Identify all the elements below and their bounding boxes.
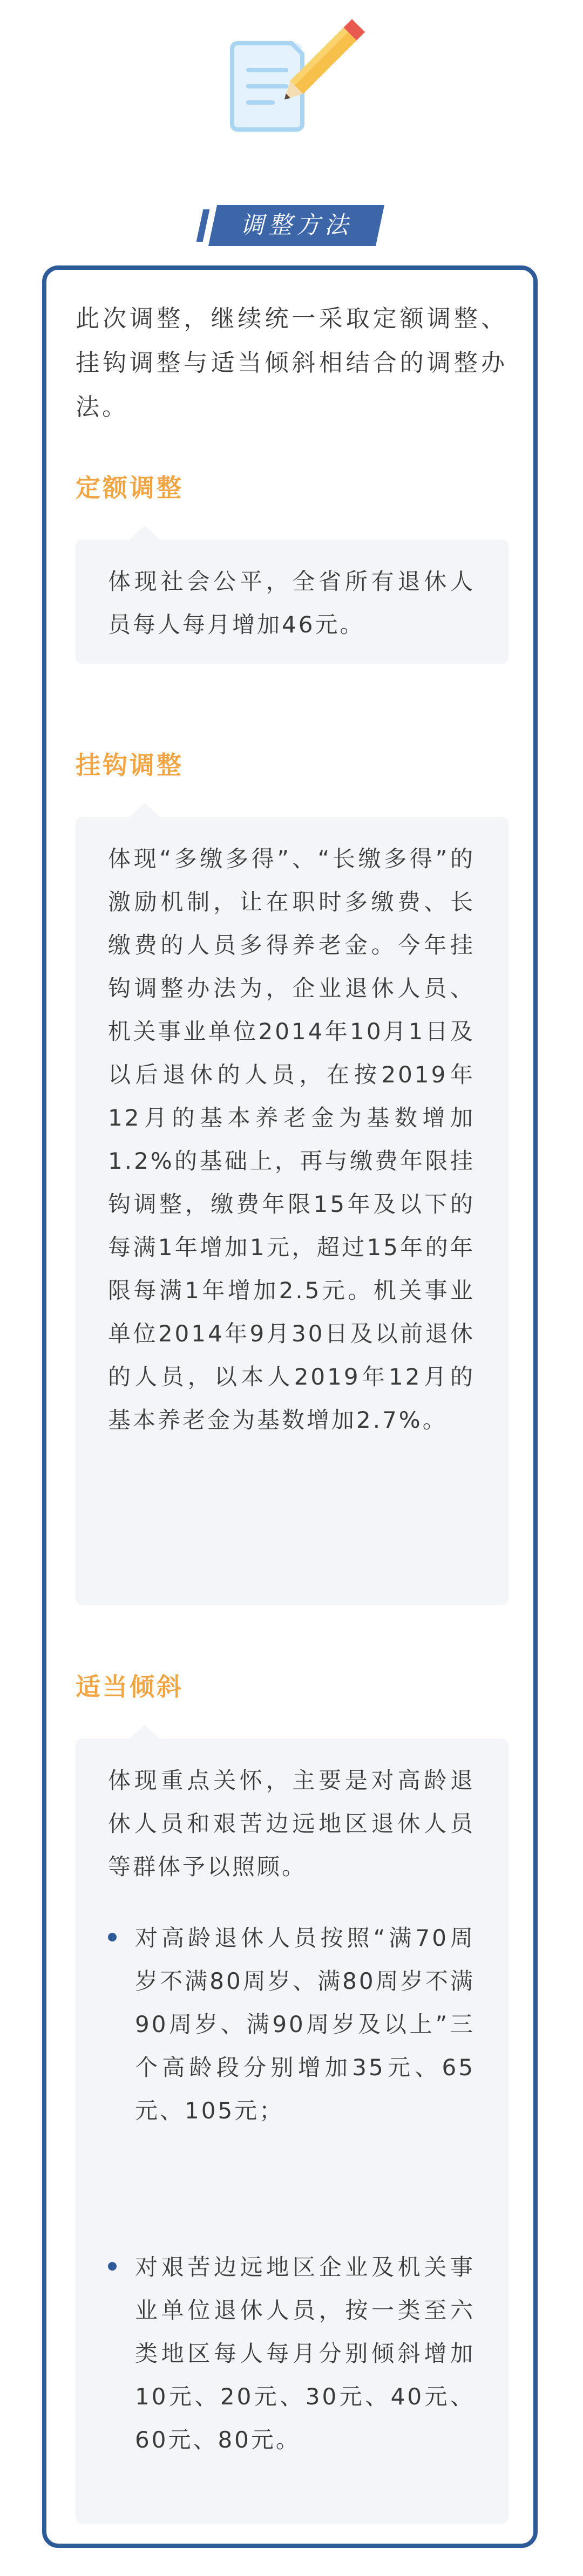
section-title-tag: [200, 205, 383, 246]
section-paragraph: 体现社会公平，全省所有退休人员每人每月增加46元。: [108, 568, 475, 638]
section-heading-tilted-adjustment: 适当倾斜: [76, 1672, 184, 1701]
title-accent-bar: [196, 209, 210, 242]
section-panel-tilted-adjustment: [76, 1739, 509, 2524]
document-with-pencil-icon: [211, 11, 372, 140]
list-item-text: 对高龄退休人员按照“满70周岁不满80周岁、满80周岁不满90周岁、满90周岁及以上”三个高龄段分别增加35元、65元、105元；: [135, 1925, 475, 2124]
section-heading-fixed-adjustment: 定额调整: [76, 473, 184, 502]
intro-paragraph: 此次调整，继续统一采取定额调整、挂钩调整与适当倾斜相结合的调整办法。: [76, 305, 507, 421]
section-paragraph: 体现重点关怀，主要是对高龄退休人员和艰苦边远地区退休人员等群体予以照顾。: [108, 1767, 475, 1880]
section-paragraph: 体现“多缴多得”、“长缴多得”的激励机制，让在职时多缴费、长缴费的人员多得养老金。今年挂钩调整办法为，企业退休人员、机关事业单位2014年10月1日及以后退休的人员，在按2019年12月的基本养老金为基数增加1.2%的基础上，再与缴费年限挂钩调整，缴费年限15年及以下的每满1年增加1元，超过15年的年限每满1年增加2.5元。机关事业单位2014年9月30日及以前退休的人员，以本人2019年12月的基本养老金为基数增加2.7%。: [108, 846, 475, 1433]
section-heading-linked-adjustment: 挂钩调整: [76, 751, 184, 780]
page-title: 调整方法: [240, 212, 352, 239]
bullet-dot-icon: [108, 1933, 117, 1941]
list-item-text: 对艰苦边远地区企业及机关事业单位退休人员，按一类至六类地区每人每月分别倾斜增加10元、20元、30元、40元、60元、80元。: [135, 2254, 475, 2453]
bullet-dot-icon: [108, 2262, 117, 2271]
section-panel-fixed-adjustment: [76, 540, 509, 664]
section-panel-linked-adjustment: [76, 817, 509, 1605]
